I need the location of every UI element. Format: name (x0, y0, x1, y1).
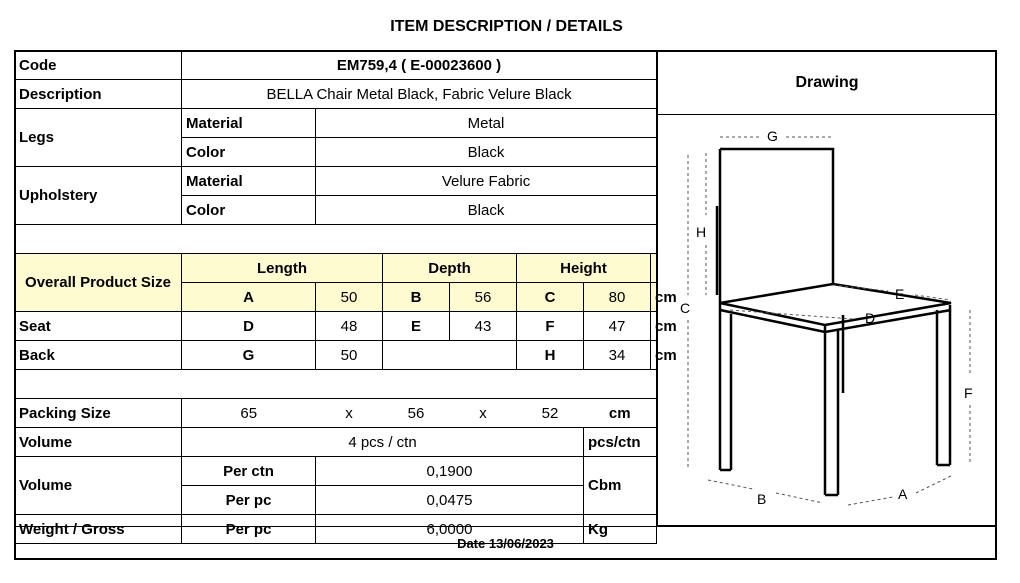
dim-f-value: 47 (584, 312, 651, 341)
dim-d-label: D (182, 312, 316, 341)
label-c: C (680, 300, 691, 316)
label-e: E (895, 286, 905, 302)
packing-row (15, 399, 657, 428)
spec-table-wrapper (14, 50, 677, 544)
dim-c-label: C (517, 283, 584, 312)
per-ctn-value: 0,1900 (316, 457, 584, 486)
description-value: BELLA Chair Metal Black, Fabric Velure Black (182, 80, 657, 109)
per-pc-label: Per pc (182, 486, 316, 515)
code-value: EM759,4 ( E-00023600 ) (182, 51, 657, 80)
seat-unit: cm (651, 312, 657, 341)
dim-f-label: F (517, 312, 584, 341)
legs-material-label: Material (182, 109, 316, 138)
back-label: Back (15, 341, 182, 370)
volume-pcs-label: Volume (15, 428, 182, 457)
label-b: B (757, 491, 767, 507)
overall-size-label: Overall Product Size (15, 254, 182, 312)
packing-unit: cm (584, 399, 657, 428)
label-h: H (696, 224, 707, 240)
seat-label: Seat (15, 312, 182, 341)
code-row (15, 51, 657, 80)
leg-front-left (825, 325, 838, 495)
chair-drawing (658, 115, 996, 525)
volume-ctn-row (15, 457, 657, 486)
legs-label: Legs (15, 109, 182, 167)
per-ctn-label: Per ctn (182, 457, 316, 486)
legs-material-row (15, 109, 657, 138)
dim-a-label: A (182, 283, 316, 312)
upholstery-material-value: Velure Fabric (316, 167, 657, 196)
height-header: Height (517, 254, 651, 283)
page-title: ITEM DESCRIPTION / DETAILS (390, 18, 623, 35)
back-blank (383, 341, 517, 370)
spacer-row (15, 370, 657, 399)
dim-e-value: 43 (450, 312, 517, 341)
description-label: Description (15, 80, 182, 109)
code-label: Code (15, 51, 182, 80)
spacer-row (15, 225, 657, 254)
spacer (15, 370, 657, 399)
dim-b-label: B (383, 283, 450, 312)
overall-unit: cm (651, 283, 657, 312)
dim-d-value: 48 (316, 312, 383, 341)
legs-color-value: Black (316, 138, 657, 167)
upholstery-material-row (15, 167, 657, 196)
dim-g-label: G (182, 341, 316, 370)
volume-pcs-row (15, 428, 657, 457)
dim-g-value: 50 (316, 341, 383, 370)
description-row (15, 80, 657, 109)
weight-per-pc-label: Per pc (182, 515, 316, 544)
size-header-blank (651, 254, 657, 283)
per-pc-value: 0,0475 (316, 486, 584, 515)
dim-h-value: 34 (584, 341, 651, 370)
volume-cbm-unit: Cbm (584, 457, 657, 515)
dim-a-value: 50 (316, 283, 383, 312)
packing-label: Packing Size (15, 399, 182, 428)
leg-front-right (937, 305, 950, 465)
chair-frame (717, 149, 951, 495)
volume-pcs-unit: pcs/ctn (584, 428, 657, 457)
label-g: G (767, 128, 778, 144)
seat-row (15, 312, 657, 341)
packing-x1: x (316, 399, 383, 428)
chair-back (717, 149, 833, 303)
volume-cbm-label: Volume (15, 457, 182, 515)
drawing-header: Drawing (658, 51, 996, 115)
weight-label: Weight / Gross (15, 515, 182, 544)
upholstery-label: Upholstery (15, 167, 182, 225)
packing-height: 52 (517, 399, 584, 428)
drawing-panel (657, 50, 997, 526)
label-f: F (964, 385, 973, 401)
legs-material-value: Metal (316, 109, 657, 138)
label-d: D (865, 310, 876, 326)
footer-date: Date 13/06/2023 (14, 526, 997, 560)
chair-seat (720, 284, 951, 325)
upholstery-material-label: Material (182, 167, 316, 196)
label-a: A (898, 486, 908, 502)
leg-back-left (720, 303, 731, 470)
seat-apron (720, 310, 951, 332)
depth-header: Depth (383, 254, 517, 283)
dim-c-value: 80 (584, 283, 651, 312)
weight-unit: Kg (584, 515, 657, 544)
size-header-row (15, 254, 657, 283)
back-row (15, 341, 657, 370)
dim-h-label: H (517, 341, 584, 370)
packing-length: 65 (182, 399, 316, 428)
spacer (15, 225, 657, 254)
dim-b-value: 56 (450, 283, 517, 312)
dim-e-label: E (383, 312, 450, 341)
packing-width: 56 (383, 399, 450, 428)
packing-x2: x (450, 399, 517, 428)
volume-pcs-value: 4 pcs / ctn (182, 428, 584, 457)
legs-color-label: Color (182, 138, 316, 167)
upholstery-color-label: Color (182, 196, 316, 225)
weight-value: 6,0000 (316, 515, 584, 544)
spec-table (14, 50, 677, 544)
length-header: Length (182, 254, 383, 283)
upholstery-color-value: Black (316, 196, 657, 225)
back-unit: cm (651, 341, 657, 370)
